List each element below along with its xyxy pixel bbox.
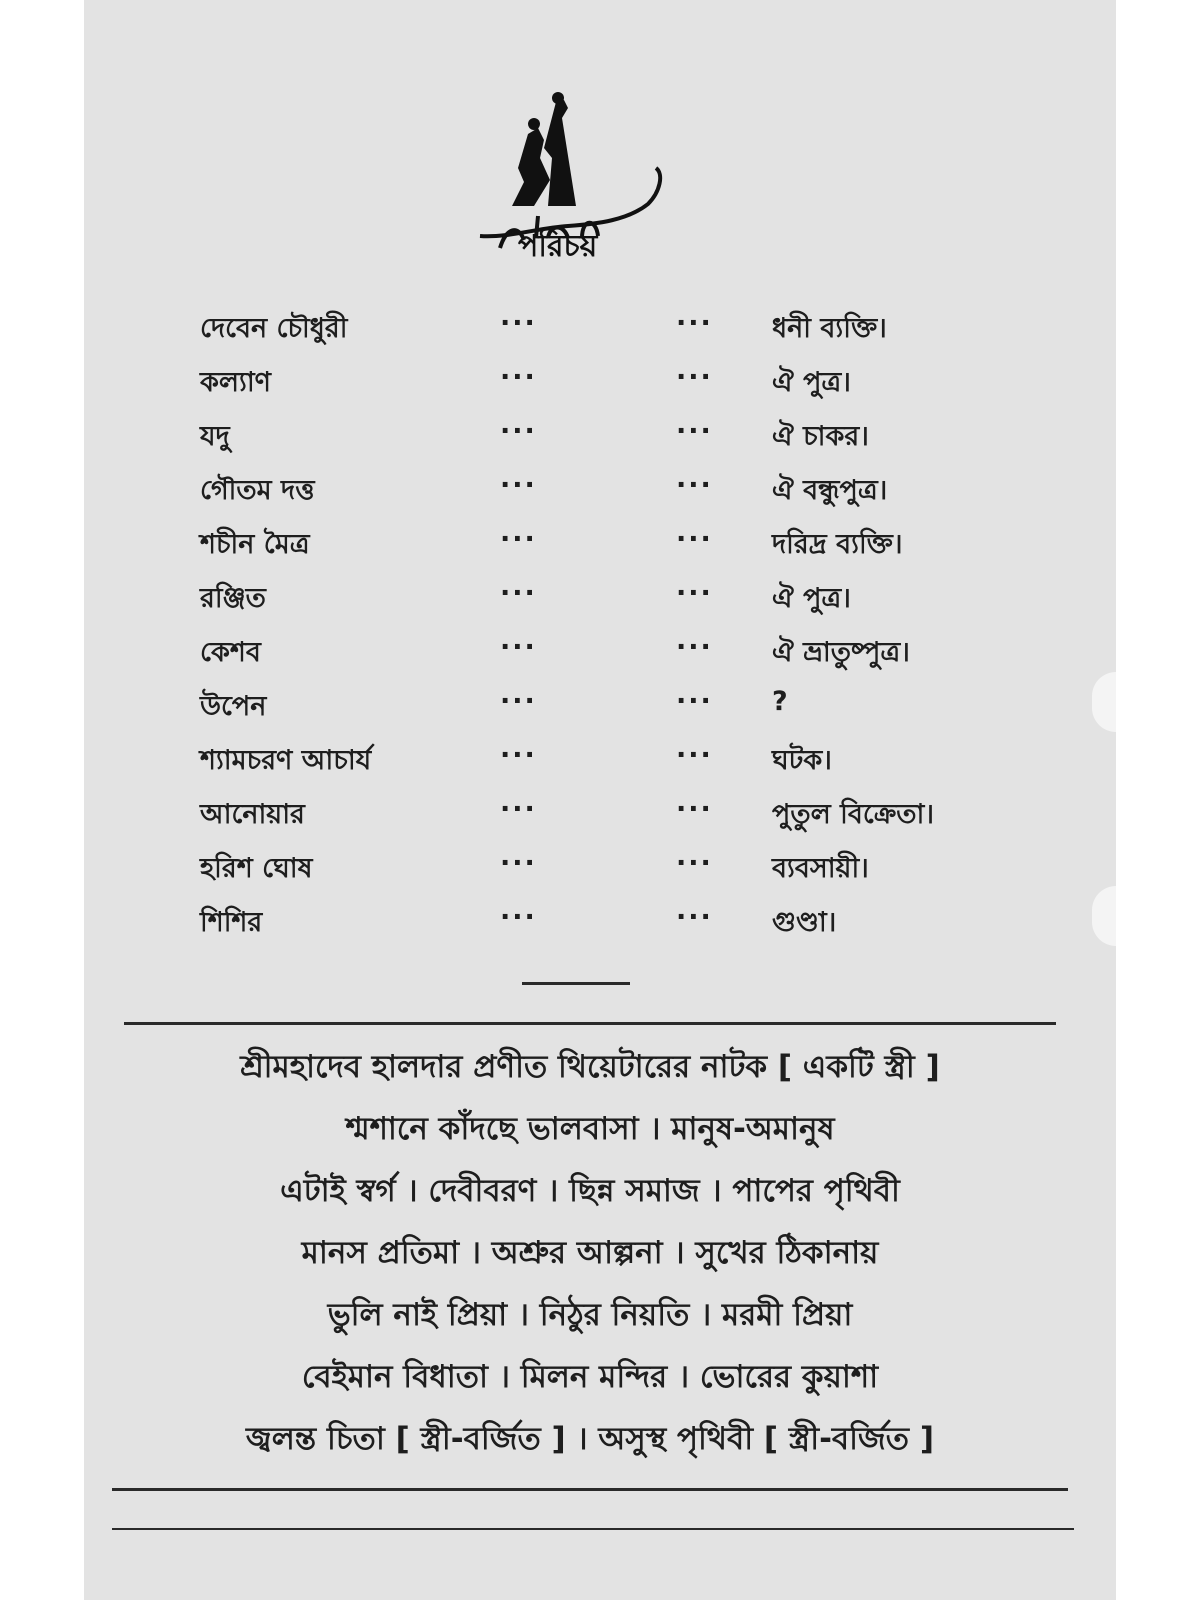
character-role: ?	[772, 686, 788, 717]
character-role: ঐ পুত্র।	[772, 583, 851, 614]
character-role: দরিদ্র ব্যক্তি।	[772, 529, 903, 560]
cast-row	[190, 516, 990, 570]
cast-row	[190, 732, 990, 786]
leader-dots: ···	[676, 470, 713, 501]
cast-row	[190, 624, 990, 678]
leader-dots: ···	[500, 740, 537, 771]
bottom-rule-secondary	[112, 1528, 1074, 1530]
character-name: শ্যামচরণ আচার্য	[200, 745, 372, 776]
works-line: বেইমান বিধাতা । মিলন মন্দির । ভোরের কুয়াশা	[301, 1359, 879, 1395]
character-role: ধনী ব্যক্তি।	[772, 313, 887, 344]
leader-dots: ···	[676, 308, 713, 339]
works-line: জ্বলন্ত চিতা [ স্ত্রী-বর্জিত ] । অসুস্থ পৃথিবী [ স্ত্রী-বর্জিত ]	[245, 1421, 935, 1457]
leader-dots: ···	[500, 524, 537, 555]
cast-row	[190, 300, 990, 354]
character-name: গৌতম দত্ত	[200, 475, 315, 506]
leader-dots: ···	[500, 848, 537, 879]
cast-row	[190, 462, 990, 516]
works-line: ভুলি নাই প্রিয়া । নিঠুর নিয়তি । মরমী প্রিয়া	[327, 1297, 853, 1333]
character-name: রঞ্জিত	[200, 583, 266, 614]
character-name: কল্যাণ	[200, 367, 271, 398]
character-role: ঘটক।	[772, 745, 832, 776]
leader-dots: ···	[500, 362, 537, 393]
leader-dots: ···	[676, 524, 713, 555]
cast-row	[190, 840, 990, 894]
character-name: হরিশ ঘোষ	[200, 853, 313, 884]
leader-dots: ···	[676, 902, 713, 933]
leader-dots: ···	[500, 416, 537, 447]
character-name: শিশির	[200, 907, 263, 938]
character-role: ঐ ভ্রাতুষ্পুত্র।	[772, 637, 910, 668]
cast-row	[190, 570, 990, 624]
character-name: শচীন মৈত্র	[200, 529, 310, 560]
character-role: ঐ চাকর।	[772, 421, 869, 452]
leader-dots: ···	[676, 632, 713, 663]
cast-row	[190, 786, 990, 840]
other-works-list	[130, 1036, 1050, 1470]
leader-dots: ···	[500, 470, 537, 501]
leader-dots: ···	[676, 848, 713, 879]
character-name: আনোয়ার	[200, 799, 305, 830]
cast-row	[190, 678, 990, 732]
character-name: উপেন	[200, 691, 267, 722]
leader-dots: ···	[500, 308, 537, 339]
cast-row	[190, 894, 990, 948]
section-separator	[522, 982, 630, 985]
works-line: মানস প্রতিমা । অশ্রুর আল্পনা । সুখের ঠিকানায়	[301, 1235, 879, 1271]
cast-logo-illustration	[478, 88, 688, 268]
cast-row	[190, 354, 990, 408]
leader-dots: ···	[676, 794, 713, 825]
cast-list	[190, 300, 990, 948]
leader-dots: ···	[676, 362, 713, 393]
character-role: গুণ্ডা।	[772, 907, 837, 938]
character-name: যদু	[200, 421, 230, 452]
leader-dots: ···	[500, 578, 537, 609]
character-role: ব্যবসায়ী।	[772, 853, 869, 884]
leader-dots: ···	[676, 416, 713, 447]
logo-text: পরিচয়	[518, 229, 598, 264]
works-heading: শ্রীমহাদেব হালদার প্রণীত থিয়েটারের নাটক [ একটি স্ত্রী ]	[240, 1049, 940, 1085]
cast-row	[190, 408, 990, 462]
leader-dots: ···	[500, 632, 537, 663]
character-role: ঐ বন্ধুপুত্র।	[772, 475, 888, 506]
leader-dots: ···	[500, 794, 537, 825]
leader-dots: ···	[676, 578, 713, 609]
leader-dots: ···	[500, 902, 537, 933]
leader-dots: ···	[500, 686, 537, 717]
works-line: এটাই স্বর্গ । দেবীবরণ । ছিন্ন সমাজ । পাপের পৃথিবী	[280, 1173, 900, 1209]
character-role: পুতুল বিক্রেতা।	[772, 799, 935, 830]
character-name: কেশব	[200, 637, 261, 668]
works-line: শ্মশানে কাঁদছে ভালবাসা । মানুষ-অমানুষ	[345, 1111, 835, 1147]
top-rule	[124, 1022, 1056, 1025]
character-name: দেবেন চৌধুরী	[200, 313, 348, 344]
leader-dots: ···	[676, 686, 713, 717]
character-role: ঐ পুত্র।	[772, 367, 851, 398]
leader-dots: ···	[676, 740, 713, 771]
bottom-rule	[112, 1488, 1068, 1491]
